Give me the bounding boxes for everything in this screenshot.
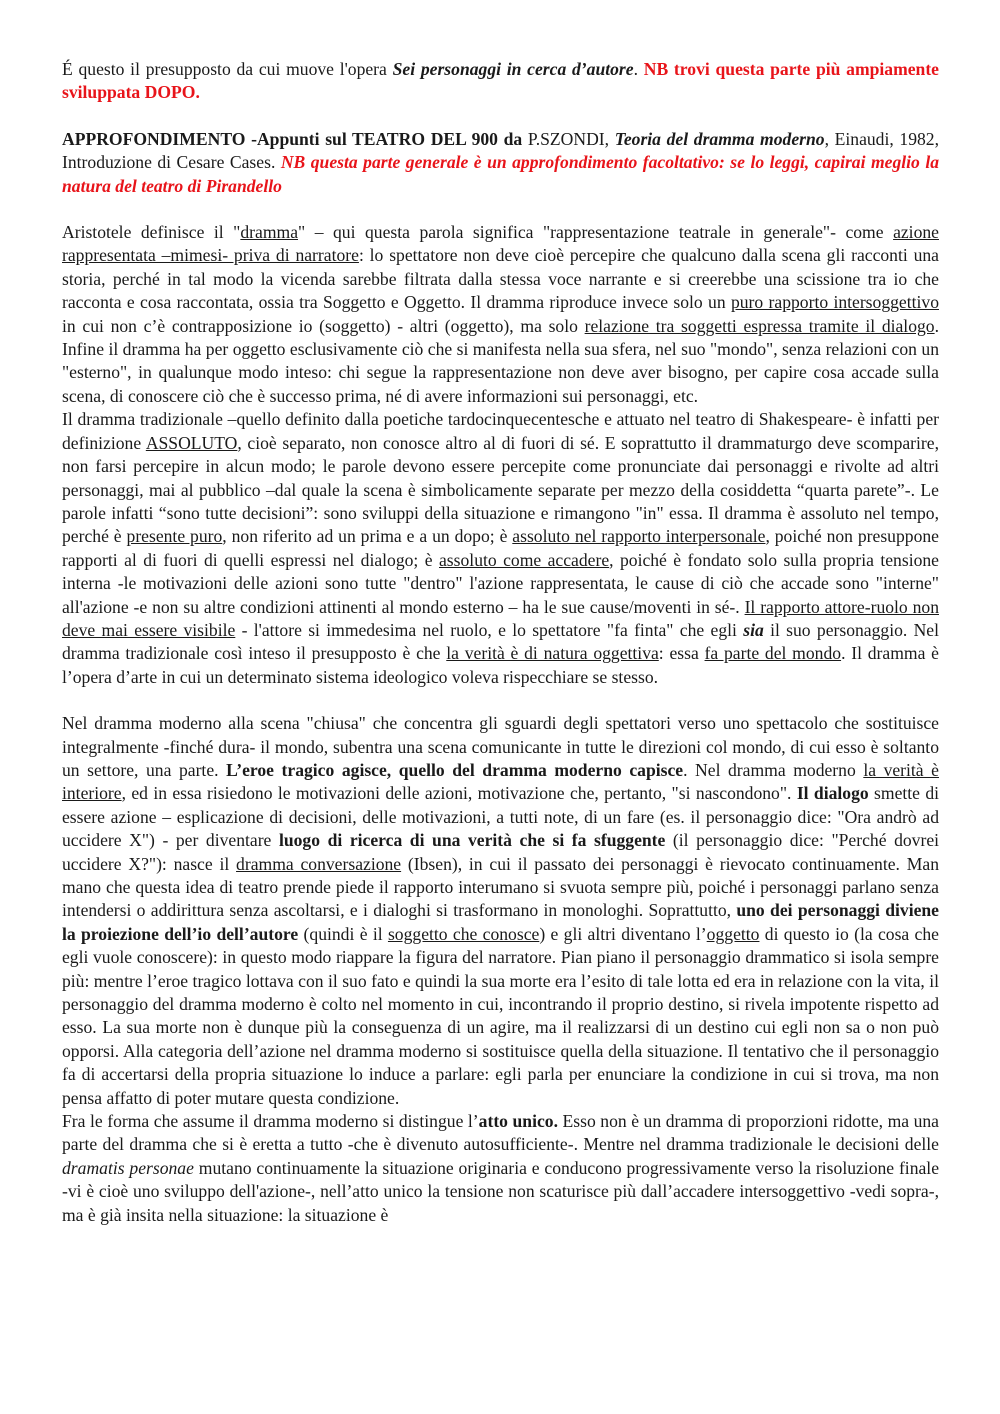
intro-paragraph <box>62 58 939 105</box>
underlined-term: fa parte del mondo <box>704 643 842 664</box>
underlined-term: presente puro <box>126 526 223 547</box>
italic-term: dramatis personae <box>62 1157 194 1178</box>
section-heading-paragraph <box>62 128 939 198</box>
text-run: . Nel dramma moderno <box>683 759 864 780</box>
text-run: , non riferito ad un prima e a un dopo; è <box>222 526 513 547</box>
text-run: " – qui questa parola significa "rappresentazione teatrale in generale"- come <box>298 222 894 243</box>
nb-note-later: NB trovi questa parte più ampiamente sviluppata DOPO. <box>62 59 939 103</box>
intro-text-end: . <box>633 59 644 79</box>
text-run: (quindi è il <box>298 923 388 944</box>
underlined-term: oggetto <box>706 923 760 944</box>
text-run: . Infine il dramma ha per oggetto esclusivamente ciò che si manifesta nella sua sfera, nel suo "mondo", senza relazioni con un "esterno", in qualunque modo inteso: chi segue la rappresentazione non deve aver bisogno, per capire cosa accade sulla scena, di conoscere ciò che è successo prima, né di avere informazioni sui personaggi, etc. <box>62 315 939 406</box>
aristotle-paragraph <box>62 221 939 408</box>
text-run: il suo personaggio. Nel dramma tradizionale così inteso il presupposto è che <box>62 619 940 664</box>
text-run: : essa <box>658 643 705 664</box>
spacer <box>62 198 939 221</box>
bold-phrase: luogo di ricerca di una verità che si fa sfuggente <box>278 830 666 851</box>
text-run: (il personaggio dice: "Perché dovrei uccidere X?"): nasce il <box>62 830 940 874</box>
text-run: . Il dramma è l’opera d’arte in cui un determinato sistema ideologico voleva rispecchiare se stesso. <box>62 643 939 687</box>
emphasized-word: sia <box>743 619 764 640</box>
text-run: mutano continuamente la situazione originaria e conducono progressivamente verso la risoluzione finale -vi è cioè uno sviluppo dell'azione-, nell’atto unico la tensione non scaturisce più dall’accadere intersoggettivo -vedi sopra-, ma è già insita nella situazione: la situazione è <box>62 1157 939 1225</box>
publication-info: , Einaudi, 1982, Introduzione di Cesare Cases. <box>62 128 940 173</box>
bold-phrase: uno dei personaggi diviene la proiezione dell’io dell’autore <box>62 900 939 944</box>
text-run: , poiché è fondato solo sulla propria tensione interna -le motivazioni delle azioni sono tutte "dentro" l'azione rappresentata, le cause di ciò che accade sono "interne" all'azione -e non su altre condizioni attinenti al mondo esterno – ha le sue cause/moventi in sé-. <box>62 549 939 617</box>
underlined-term: dramma conversazione <box>236 853 402 874</box>
text-run: (Ibsen), in cui il passato dei personaggi è rievocato continuamente. Man mano che questa idea di teatro prende piede il rapporto interumano si svuota sempre più, poiché i personaggi parlano senza intendersi o addirittura senza ascoltarsi, e i dialoghi si trasformano in monologhi. Soprattutto, <box>62 853 939 921</box>
underlined-term: assoluto nel rapporto interpersonale <box>512 526 766 547</box>
bold-phrase: Il dialogo <box>796 783 869 804</box>
section-heading: APPROFONDIMENTO -Appunti sul TEATRO DEL 900 da <box>62 128 528 149</box>
underlined-term: relazione tra soggetti espressa tramite il dialogo <box>584 315 935 336</box>
nb-note-optional: NB questa parte generale è un approfondimento facoltativo: se lo leggi, capirai meglio la natura del teatro di Pirandello <box>62 152 940 196</box>
text-run: Aristotele definisce il " <box>62 222 241 243</box>
text-run: : lo spettatore non deve cioè percepire che qualcuno dalla scena gli racconti una storia, perché in tal modo la vicenda sarebbe filtrata dalla stessa voce narrante e si creerebbe una scissione tra io che racconta e cosa raccontata, ossia tra Soggetto e Oggetto. Il dramma riproduce invece solo un <box>62 245 939 313</box>
underlined-term: dramma <box>240 222 299 243</box>
bold-phrase: atto unico. <box>478 1111 558 1132</box>
text-run: in cui non c’è contrapposizione io (soggetto) - altri (oggetto), ma solo <box>62 315 585 336</box>
spacer <box>62 105 939 128</box>
one-act-paragraph <box>62 1110 939 1227</box>
underlined-term: la verità è interiore <box>62 759 939 804</box>
modern-drama-paragraph <box>62 712 939 1110</box>
text-run: , poiché non presuppone rapporti al di fuori di quelli espressi nel dialogo; è <box>62 526 939 570</box>
text-run: Fra le forma che assume il dramma moderno si distingue l’ <box>62 1111 479 1132</box>
text-run: di questo io (la cosa che egli vuole conoscere): in questo modo riappare la figura del narratore. Pian piano il personaggio drammatico si isola sempre più: mentre l’eroe tragico lottava con il suo fato e quindi la sua morte era l’esito di tale lotta ed era in relazione con la vita, il personaggio del dramma moderno è colto nel momento in cui, incontrando il proprio destino, si rivela impotente rispetto ad esso. La sua morte non è dunque più la conseguenza di un agire, ma il realizzarsi di un destino cui egli non sa o non può opporsi. Alla categoria dell’azione nel dramma moderno si sostituisce quella della situazione. Il tentativo che il personaggio fa di accertarsi della propria situazione lo induce a parlare: egli parla per enunciare la condizione in cui si trova, ma non pensa affatto di poter mutare questa condizione. <box>62 923 939 1108</box>
author-name: P.SZONDI, <box>527 128 615 149</box>
underlined-term: puro rapporto intersoggettivo <box>730 292 939 313</box>
traditional-drama-paragraph <box>62 408 939 689</box>
text-run: ) e gli altri diventano l’ <box>539 923 707 944</box>
underlined-term: soggetto che conosce <box>387 923 540 944</box>
intro-text: É questo il presupposto da cui muove l'opera <box>62 59 393 79</box>
underlined-term: Il rapporto attore-ruolo non deve mai essere visibile <box>62 596 939 640</box>
text-run: Esso non è un dramma di proporzioni ridotte, ma una parte del dramma che si è eretta a tutto -che è divenuto autosufficiente-. Mentre nel dramma tradizionale le decisioni delle <box>62 1111 939 1155</box>
spacer <box>62 689 939 712</box>
underlined-term: la verità è di natura oggettiva <box>446 643 659 664</box>
underlined-term: assoluto come accadere <box>439 549 610 570</box>
bold-phrase: L’eroe tragico agisce, quello del dramma moderno capisce <box>226 759 684 780</box>
underlined-term: ASSOLUTO <box>145 432 238 453</box>
text-run: Il dramma tradizionale –quello definito dalla poetiche tardocinquecentesche e attuato nel teatro di Shakespeare- è infatti per definizione <box>62 409 939 453</box>
text-run: - l'attore si immedesima nel ruolo, e lo spettatore "fa finta" che egli <box>235 619 744 640</box>
work-title: Sei personaggi in cerca d’autore <box>392 59 634 79</box>
text-run: , ed in essa risiedono le motivazioni delle azioni, motivazione che, pertanto, "si nascondono". <box>121 783 797 804</box>
book-title: Teoria del dramma moderno <box>614 128 825 149</box>
text-run: , cioè separato, non conosce altro al di fuori di sé. E soprattutto il drammaturgo deve scomparire, non farsi percepire in alcun modo; le parole devono essere percepite come pronunciate dai personaggi e rivolte ad altri personaggi, mai al pubblico –dal quale la scena è simbolicamente separate per mezzo della cosiddetta “quarta parete”-. Le parole infatti “sono tutte decisioni”: sono sviluppi della situazione e rimangono "in" essa. Il dramma è assoluto nel tempo, perché è <box>62 432 939 547</box>
text-run: smette di essere azione – esplicazione di decisioni, delle motivazioni, a tutti note, di un fare (es. il personaggio dice: "Ora andrò ad uccidere X") - per diventare <box>62 783 940 851</box>
text-run: Nel dramma moderno alla scena "chiusa" che concentra gli sguardi degli spettatori verso uno spettacolo che sostituisce integralmente -finché dura- il mondo, subentra una scena comunicante in tutte le direzioni col mondo, di cui esso è soltanto un settore, una parte. <box>62 713 939 780</box>
underlined-term: azione rappresentata –mimesi- priva di narratore <box>62 222 939 266</box>
